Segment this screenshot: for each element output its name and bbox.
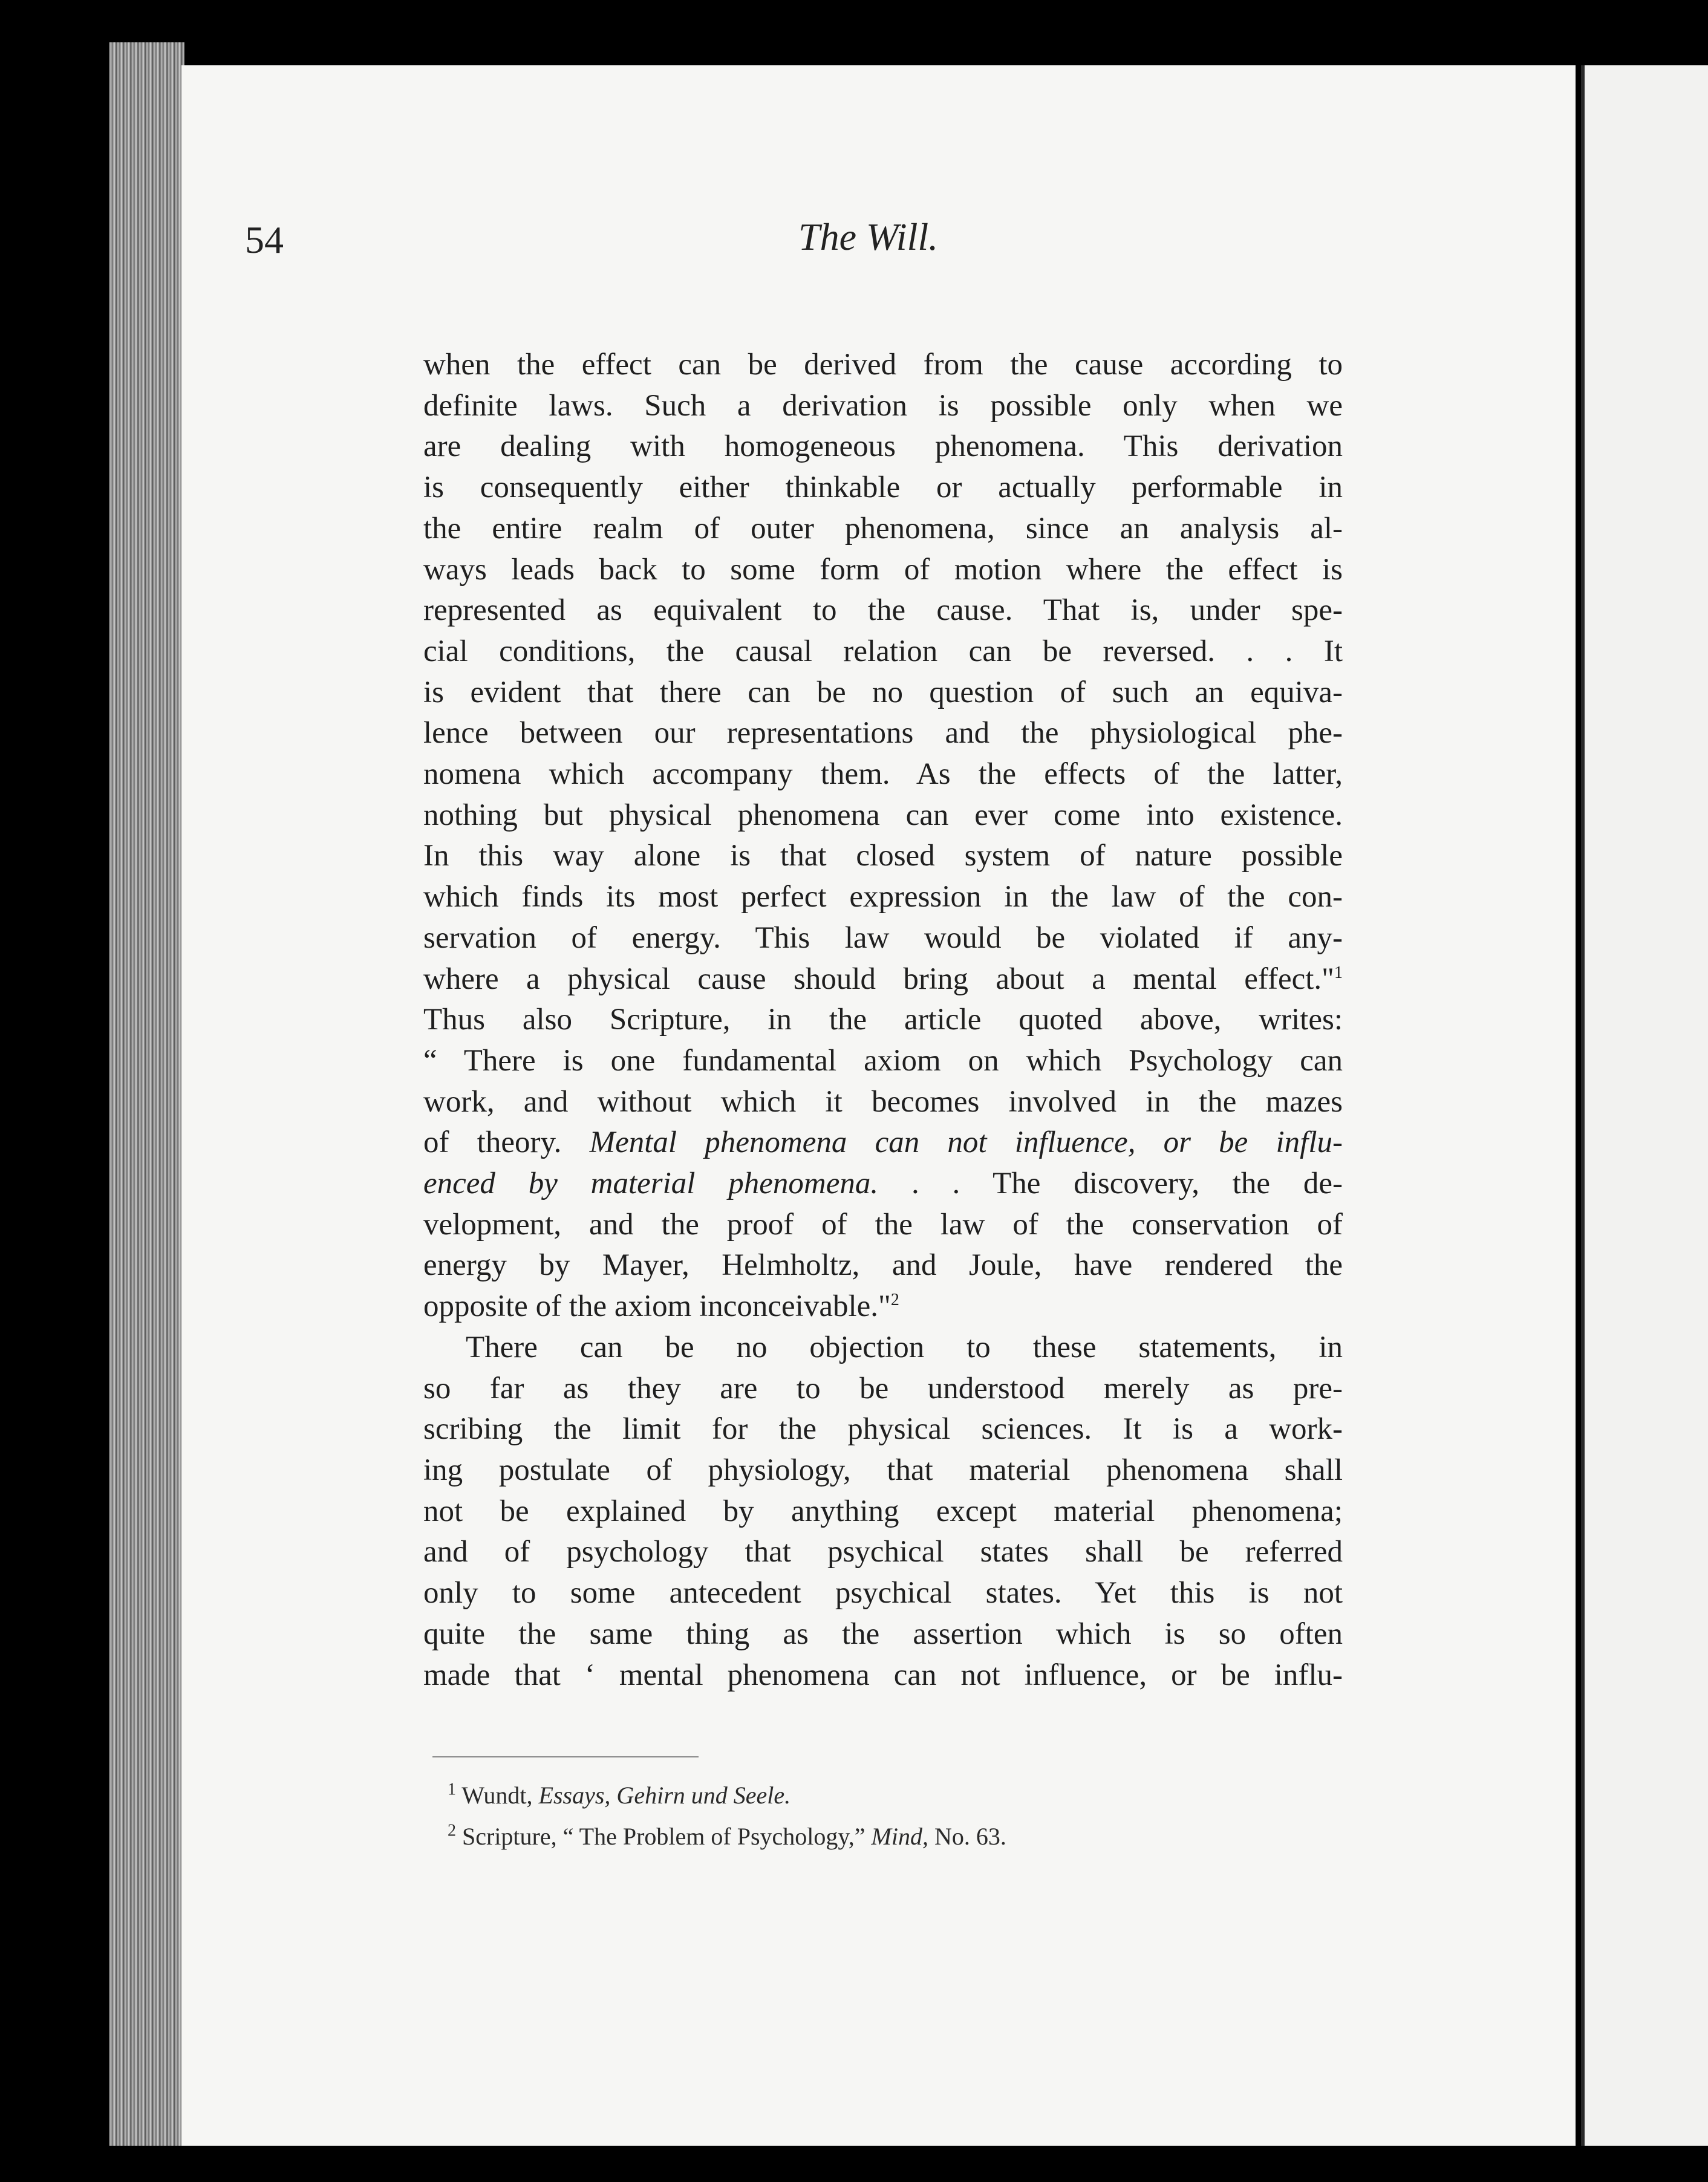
text-segment: opposite of the axiom inconceivable.": [423, 1289, 891, 1324]
text-line: is consequently either thinkable or actually performable in: [423, 471, 1343, 505]
facing-page-edge: [1581, 65, 1708, 2146]
footnote-author: Wundt,: [461, 1782, 533, 1809]
footnote-ref: 1: [1334, 963, 1343, 982]
text-line: Thus also Scripture, in the article quoted above, writes:: [423, 1003, 1343, 1037]
text-line: is evident that there can be no question of such an equiva-: [423, 675, 1343, 709]
text-line: scribing the limit for the physical sciences. It is a work-: [423, 1412, 1343, 1447]
text-line: nothing but physical phenomena can ever come into existence.: [423, 798, 1343, 832]
footnote-mark: 1: [448, 1780, 456, 1799]
text-line: servation of energy. This law would be violated if any-: [423, 920, 1343, 955]
text-line: cial conditions, the causal relation can be reversed. . . It: [423, 634, 1343, 668]
text-line: made that ‘ mental phenomena can not influence, or be influ-: [423, 1658, 1343, 1692]
text-line: quite the same thing as the assertion which is so often: [423, 1617, 1343, 1651]
page-number: 54: [245, 218, 284, 261]
text-segment: where a physical cause should bring about a mental effect.": [423, 962, 1334, 996]
footnote-title: Mind,: [871, 1823, 928, 1850]
text-line: “ There is one fundamental axiom on which Psychology can: [423, 1043, 1343, 1078]
text-line: There can be no objection to these statements, in: [466, 1330, 1343, 1364]
text-line: velopment, and the proof of the law of the conservation of: [423, 1207, 1343, 1242]
text-line: energy by Mayer, Helmholtz, and Joule, have rendered the: [423, 1248, 1343, 1283]
text-line: and of psychology that psychical states shall be referred: [423, 1535, 1343, 1569]
footnote-tail: No. 63.: [934, 1823, 1006, 1850]
text-line: [423, 1286, 1343, 1327]
text-line: represented as equivalent to the cause. That is, under spe-: [423, 593, 1343, 628]
italic-quote: enced by material phenomena.: [423, 1167, 879, 1201]
text-line: lence between our representations and the physiological phe-: [423, 716, 1343, 751]
text-segment: . . The discovery, the de-: [911, 1167, 1343, 1201]
text-line: not be explained by anything except material phenomena;: [423, 1494, 1343, 1528]
footnote-mark: 2: [448, 1821, 456, 1840]
running-head: The Will.: [798, 215, 939, 258]
text-line: In this way alone is that closed system of nature possible: [423, 839, 1343, 873]
italic-quote: Mental phenomena can not influence, or be influ-: [589, 1125, 1343, 1160]
footnotes: [448, 1775, 1343, 1857]
text-line: ing postulate of physiology, that material phenomena shall: [423, 1453, 1343, 1487]
text-line: so far as they are to be understood merely as pre-: [423, 1371, 1343, 1405]
text-line: nomena which accompany them. As the effects of the latter,: [423, 757, 1343, 792]
footnote-2: [448, 1816, 1343, 1857]
text-line: ways leads back to some form of motion where the effect is: [423, 552, 1343, 587]
text-line: when the effect can be derived from the cause according to: [423, 348, 1343, 382]
text-line: which finds its most perfect expression in the law of the con-: [423, 880, 1343, 914]
footnote-author: Scripture, “ The Problem of Psychology,”: [462, 1823, 865, 1850]
footnote-ref: 2: [890, 1291, 899, 1310]
book-page-edges: [109, 42, 184, 2146]
body-text: [423, 345, 1343, 1736]
footnote-title: Essays, Gehirn und Seele.: [538, 1782, 791, 1809]
text-line: the entire realm of outer phenomena, since an analysis al-: [423, 511, 1343, 546]
text-line: only to some antecedent psychical states. Yet this is not: [423, 1576, 1343, 1610]
text-line: work, and without which it becomes involved in the mazes: [423, 1084, 1343, 1119]
text-segment: of theory.: [423, 1125, 562, 1160]
footnote-rule: [432, 1756, 699, 1757]
text-line: [423, 1164, 1343, 1205]
text-line: [423, 1122, 1343, 1164]
text-line: are dealing with homogeneous phenomena. This derivation: [423, 429, 1343, 464]
footnote-1: [448, 1775, 1343, 1816]
text-line: definite laws. Such a derivation is possible only when we: [423, 388, 1343, 423]
text-line: [423, 959, 1343, 1000]
